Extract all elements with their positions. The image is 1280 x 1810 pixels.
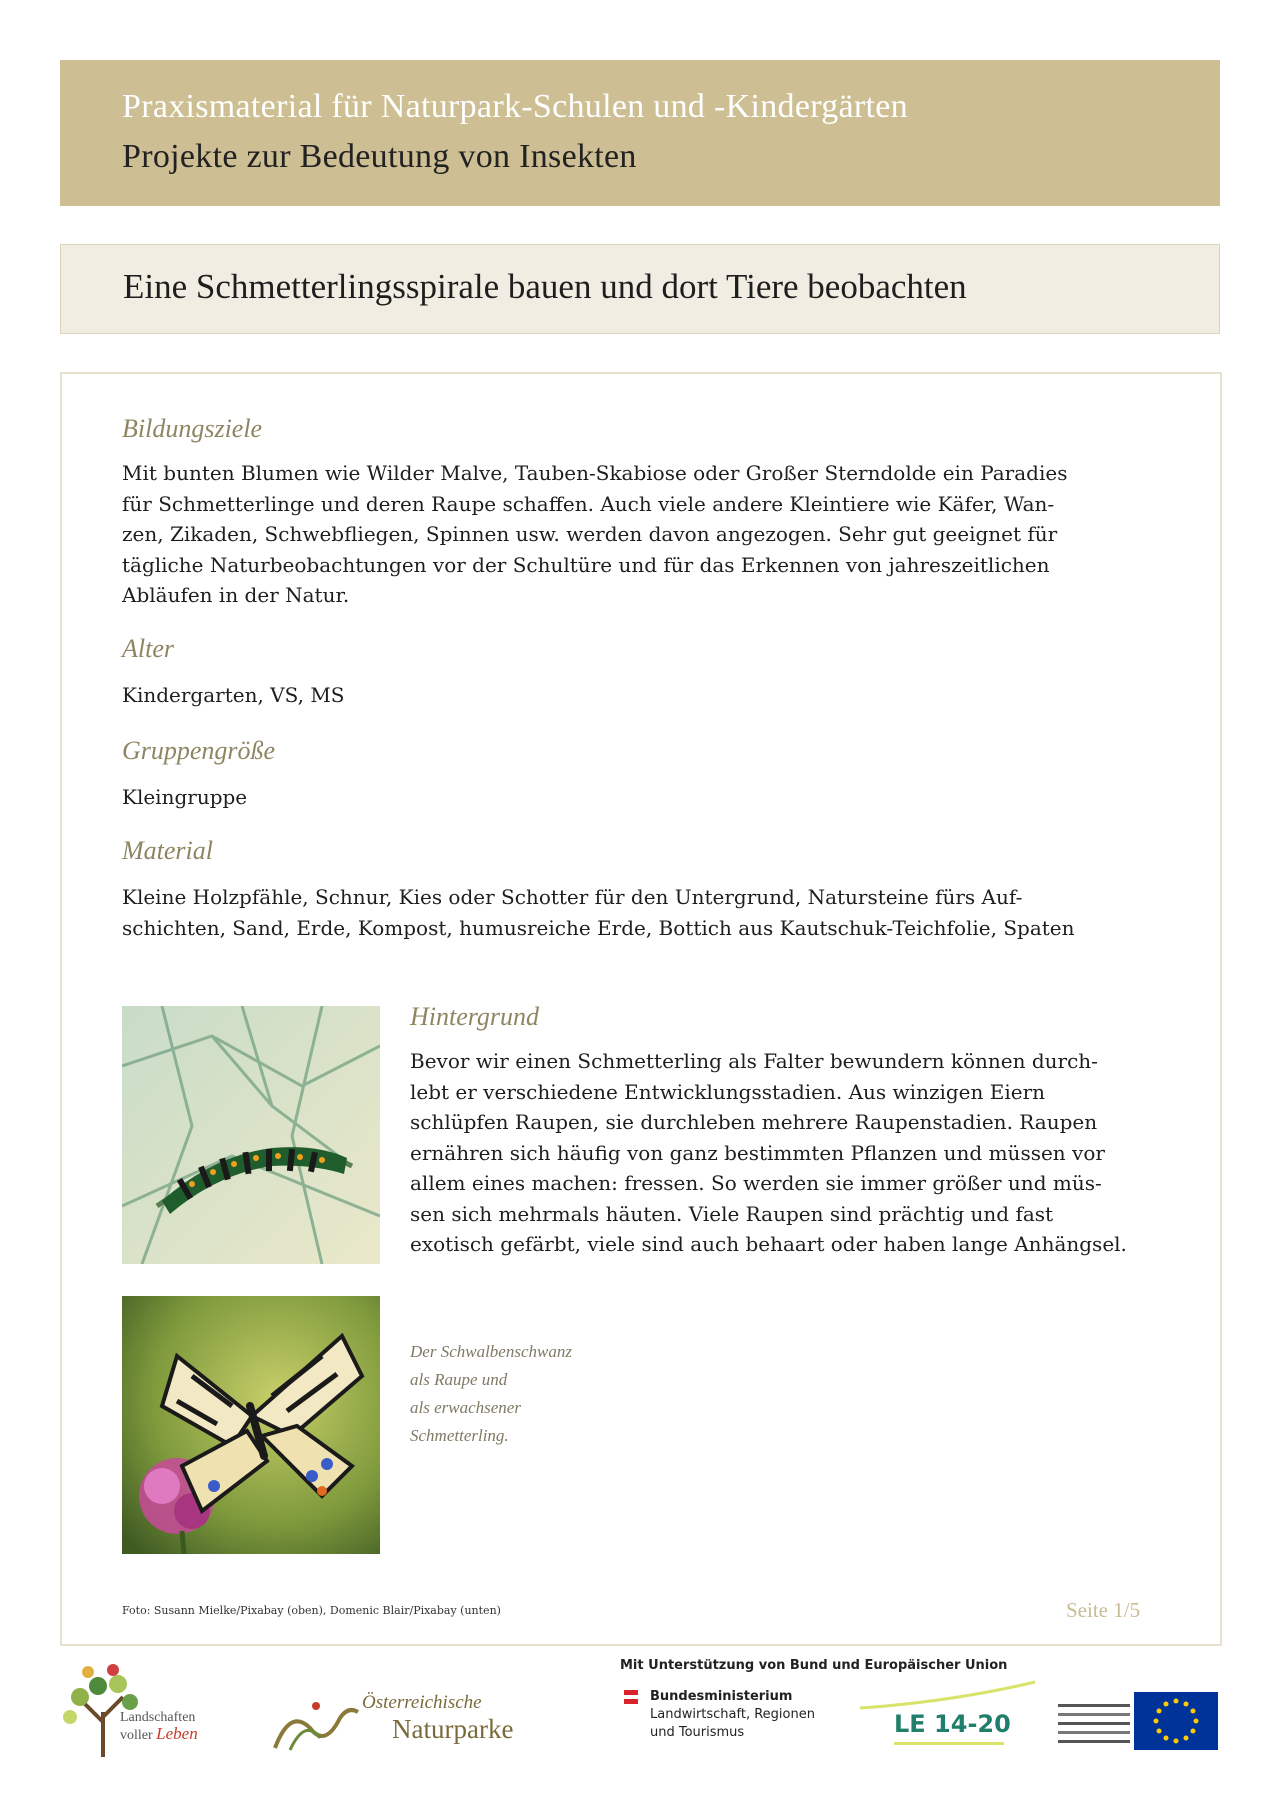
logo1-line2: voller <box>120 1728 153 1743</box>
heading-material: Material <box>122 836 213 865</box>
logo1-line3: Leben <box>156 1724 198 1743</box>
text-line: exotisch gefärbt, viele sind auch behaart oder haben lange Anhängsel. <box>410 1232 1127 1256</box>
document-header <box>60 60 1220 206</box>
le-label: LE 14-20 <box>894 1710 1011 1738</box>
page-number: Seite 1/5 <box>1066 1598 1141 1622</box>
footer <box>0 1650 1280 1810</box>
series-title: Praxismaterial für Naturpark-Schulen und -Kindergärten <box>122 88 908 125</box>
caterpillar-photo <box>122 1006 380 1264</box>
alter-text: Kindergarten, VS, MS <box>122 683 345 707</box>
le-underline <box>894 1742 1004 1745</box>
logo-le-14-20 <box>860 1680 1040 1760</box>
ministry-line3: und Tourismus <box>650 1725 745 1740</box>
logo1-line1: Landschaften <box>120 1710 196 1725</box>
hintergrund-text <box>410 1046 1127 1260</box>
caption-line: als erwachsener <box>410 1398 521 1417</box>
logo-oesterreichische-naturparke <box>270 1690 580 1770</box>
caption-line: Der Schwalbenschwanz <box>410 1342 572 1361</box>
heading-alter: Alter <box>122 634 174 663</box>
text-line: lebt er verschiedene Entwicklungsstadien. Aus winzigen Eiern <box>410 1079 1046 1104</box>
text-line: zen, Zikaden, Schwebfliegen, Spinnen usw. werden davon angezogen. Sehr gut geeignet für <box>122 522 1058 546</box>
logo2-line1: Österreichische <box>362 1692 482 1713</box>
text-line: schlüpfen Raupen, sie durchleben mehrere Raupenstadien. Raupen <box>410 1110 1098 1134</box>
butterfly-photo <box>122 1296 380 1554</box>
le-swoosh-icon <box>860 1680 1040 1710</box>
caption-line: als Raupe und <box>410 1370 508 1389</box>
eler-text-block <box>1058 1698 1130 1754</box>
caption-line: Schmetterling. <box>410 1426 509 1445</box>
text-line: tägliche Naturbeobachtungen vor der Schultüre und für das Erkennen von jahreszeitlichen <box>122 552 1050 577</box>
eu-flag-icon <box>1134 1692 1218 1750</box>
material-text <box>122 882 1075 943</box>
heading-bildungsziele: Bildungsziele <box>122 414 263 443</box>
text-line: Bevor wir einen Schmetterling als Falter bewundern können durch- <box>410 1049 1098 1073</box>
text-line: schichten, Sand, Erde, Kompost, humusreiche Erde, Bottich aus Kautschuk-Teichfolie, Spaten <box>122 915 1075 940</box>
support-text: Mit Unterstützung von Bund und Europäischer Union <box>620 1658 1008 1673</box>
photo-caption <box>410 1338 572 1450</box>
title-box <box>60 244 1220 334</box>
photo-credit: Foto: Susann Mielke/Pixabay (oben), Domenic Blair/Pixabay (unten) <box>122 1604 501 1617</box>
logo-landschaften-voller-leben <box>58 1662 238 1772</box>
ministry-line2: Landwirtschaft, Regionen <box>650 1707 815 1722</box>
text-line: allem eines machen: fressen. So werden sie immer größer und müs- <box>410 1171 1102 1195</box>
page-title: Eine Schmetterlingsspirale bauen und dort Tiere beobachten <box>123 267 967 306</box>
text-line: sen sich mehrmals häuten. Viele Raupen sind prächtig und fast <box>410 1201 1054 1226</box>
text-line: ernähren sich häufig von ganz bestimmten Pflanzen und müssen vor <box>410 1140 1105 1165</box>
text-line: Mit bunten Blumen wie Wilder Malve, Tauben-Skabiose oder Großer Sterndolde ein Paradies <box>122 461 1068 485</box>
heading-gruppengroesse: Gruppengröße <box>122 736 276 765</box>
series-subtitle: Projekte zur Bedeutung von Insekten <box>122 138 637 175</box>
naturparke-swoosh-icon <box>270 1698 360 1758</box>
logo-bundesministerium <box>622 1688 842 1768</box>
logo2-line2: Naturparke <box>392 1714 514 1744</box>
bildungsziele-text <box>122 458 1067 611</box>
heading-hintergrund: Hintergrund <box>410 1002 540 1031</box>
text-line: Kleine Holzpfähle, Schnur, Kies oder Schotter für den Untergrund, Natursteine fürs Auf- <box>122 885 1023 909</box>
ministry-line1: Bundesministerium <box>650 1689 793 1704</box>
austria-flag-icon <box>624 1690 638 1704</box>
gruppengroesse-text: Kleingruppe <box>122 785 248 809</box>
text-line: Abläufen in der Natur. <box>122 583 350 607</box>
text-line: für Schmetterlinge und deren Raupe schaffen. Auch viele andere Kleintiere wie Käfer, Wan- <box>122 491 1055 516</box>
